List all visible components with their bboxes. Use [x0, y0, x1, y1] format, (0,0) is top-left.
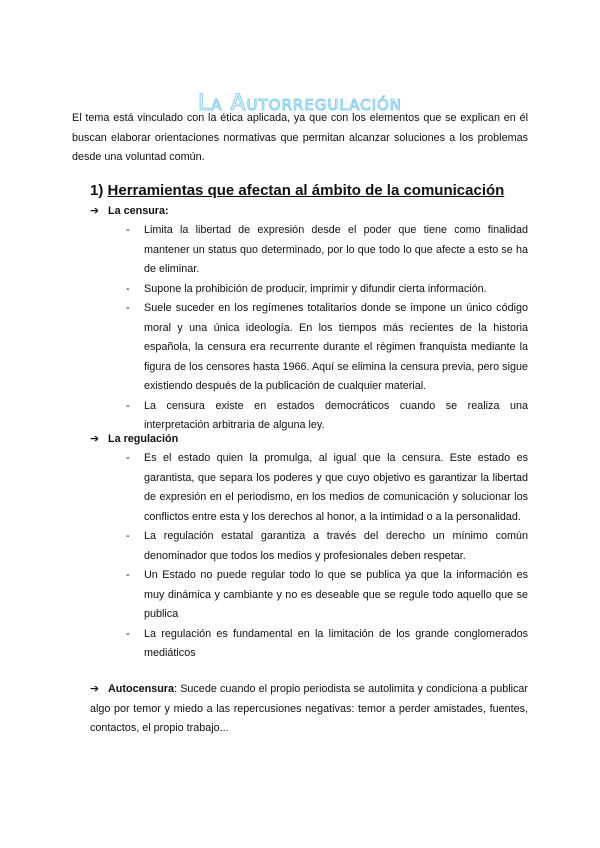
autocensura-text: : Sucede cuando el propio periodista se autolimita y condiciona a publicar algo por temor y miedo a las repercusiones negativas: temor a perder amistades, fuentes, contactos, el propio trabajo... — [90, 683, 528, 734]
list-item — [126, 221, 528, 280]
page-title: La Autorregulación — [197, 90, 403, 116]
dash-bullet: - — [126, 627, 130, 640]
list-item-text: Supone la prohibición de producir, imprimir y difundir cierta información. — [144, 282, 487, 295]
list-item-text: La censura existe en estados democráticos cuando se realiza una interpretación arbitraria de alguna ley. — [144, 399, 528, 431]
dash-bullet: - — [126, 224, 130, 236]
list-item — [126, 527, 528, 566]
arrow-right-icon: ➔ — [90, 205, 100, 217]
arrow-right-icon: ➔ — [90, 433, 100, 445]
list-item-text: La regulación es fundamental en la limitación de los grande conglomerados mediáticos — [144, 627, 528, 659]
list-item-text: Limita la libertad de expresión desde el poder que tiene como finalidad mantener un status quo determinado, por lo que todo lo que afecte a esto se ha de eliminar. — [144, 224, 528, 275]
dash-bullet: - — [126, 399, 130, 412]
list-item — [126, 449, 528, 527]
section-heading-number: 1) — [90, 182, 104, 199]
dash-bullet: - — [126, 302, 130, 314]
dash-bullet: - — [126, 282, 130, 295]
list-item — [126, 625, 528, 664]
dash-bullet: - — [126, 569, 130, 581]
section-heading-text: Herramientas que afectan al ámbito de la comunicación — [107, 182, 505, 199]
section-heading — [90, 182, 560, 199]
list-item — [126, 280, 528, 300]
list-item — [126, 299, 528, 397]
list-item-text: Es el estado quien la promulga, al igual que la censura. Este estado es garantista, que separa los poderes y que cuyo objetivo es garantizar la libertad de expresión en el periodismo, en los medios de comunicación y solucionar los conflictos entre esta y los derechos al honor, a la intimidad o a la personalidad. — [144, 452, 528, 523]
autocensura-paragraph — [90, 680, 528, 739]
list-item-text: Un Estado no puede regular todo lo que se publica ya que la información es muy dinámica y cambiante y no es deseable que se regule todo aquello que se publica — [144, 569, 528, 620]
list-item — [126, 566, 528, 625]
censura-heading — [90, 202, 530, 222]
censura-label: La censura: — [108, 205, 169, 217]
dash-bullet: - — [126, 452, 130, 464]
autocensura-label: Autocensura — [108, 683, 174, 695]
regulacion-list — [126, 449, 528, 664]
arrow-right-icon: ➔ — [90, 683, 100, 695]
dash-bullet: - — [126, 530, 130, 542]
intro-paragraph: El tema está vinculado con la ética aplicada, ya que con los elementos que se explican en él buscan elaborar orientaciones normativas que permitan alcanzar soluciones a los problemas desde una voluntad común. — [72, 112, 528, 163]
regulacion-label: La regulación — [108, 433, 179, 445]
censura-list — [126, 221, 528, 436]
regulacion-heading — [90, 430, 530, 450]
list-item-text: Suele suceder en los regímenes totalitarios donde se impone un único código moral y una única ideología. En los tiempos más recientes de la historia española, la censura era recurrente durante el régimen franquista mediante la figura de los censores hasta 1966. Aquí se elimina la censura previa, pero sigue existiendo después de la publicación de cualquier material. — [144, 302, 528, 392]
list-item-text: La regulación estatal garantiza a través del derecho un mínimo común denominador que todos los medios y profesionales deben respetar. — [144, 530, 528, 562]
